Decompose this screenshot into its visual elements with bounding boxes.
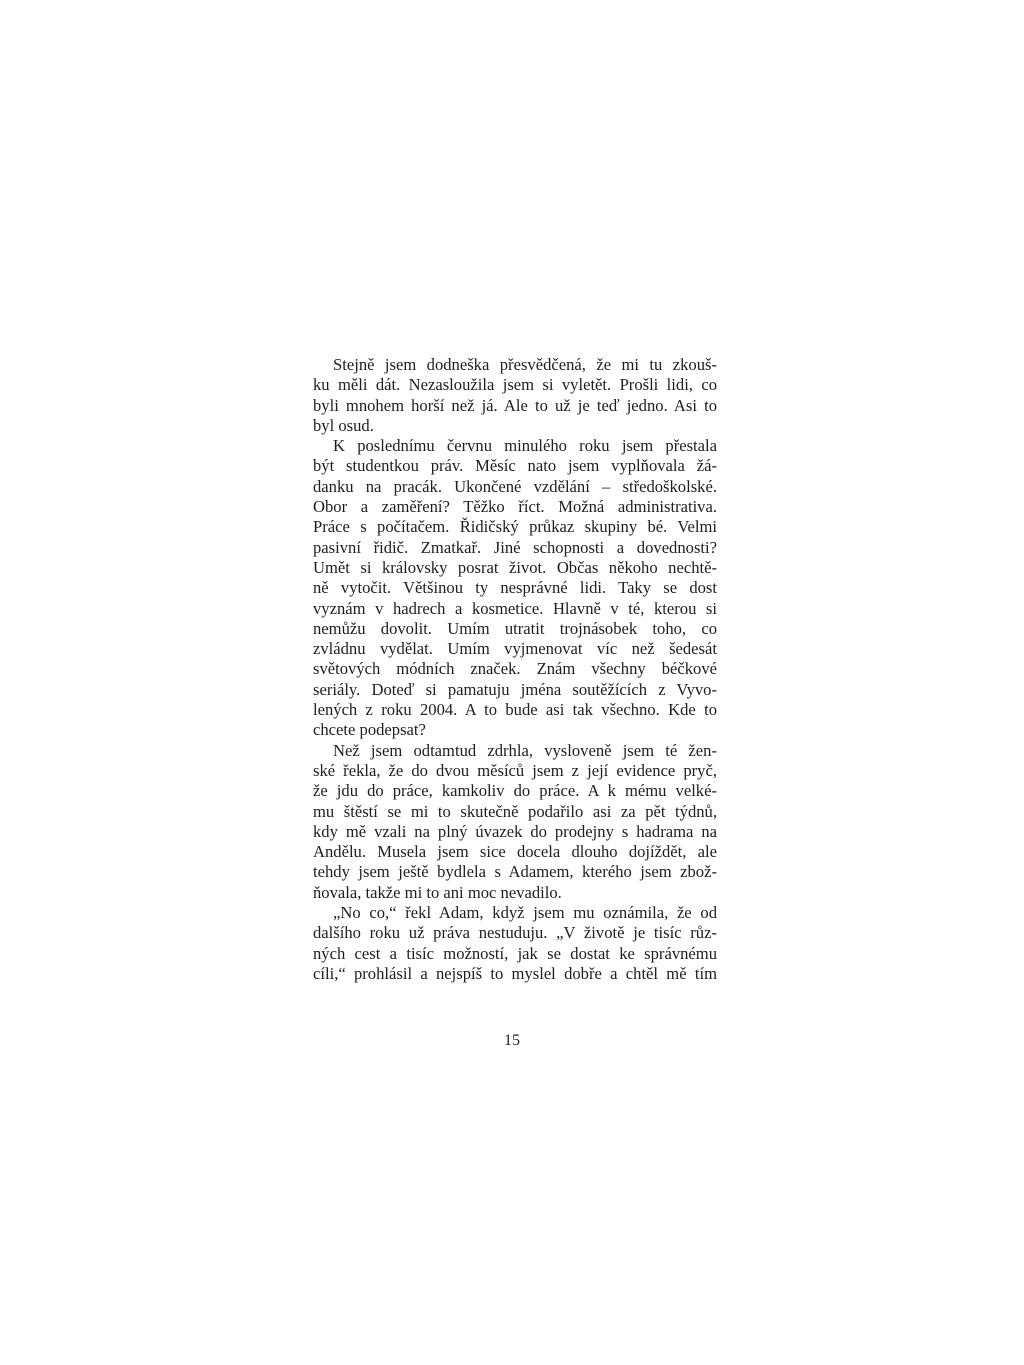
text-line: byli mnohem horší než já. Ale to už je teď jedno. Asi to — [313, 395, 717, 415]
text-line: chcete podepsat? — [313, 720, 426, 740]
text-line: seriály. Doteď si pamatuju jména soutěžících z Vyvo- — [313, 679, 717, 699]
text-line: Stejně jsem dodneška přesvědčená, že mi tu zkouš- — [333, 355, 717, 374]
text-line: ňovala, takže mi to ani moc nevadilo. — [313, 882, 562, 902]
text-line: Obor a zaměření? Těžko říct. Možná administrativa. — [313, 497, 717, 517]
text-line: byl osud. — [313, 415, 374, 435]
text-line: světových módních značek. Znám všechny béčkové — [313, 659, 717, 679]
text-line: ných cest a tisíc možností, jak se dostat ke správnému — [313, 943, 717, 963]
text-line: ku měli dát. Nezasloužila jsem si vyletět. Prošli lidi, co — [313, 375, 717, 395]
text-line: mu štěstí se mi to skutečně podařilo asi za pět týdnů, — [313, 801, 717, 821]
text-line: pasivní řidič. Zmatkař. Jiné schopnosti a dovednosti? — [313, 537, 717, 557]
text-line: „No co,“ řekl Adam, když jsem mu oznámila, že od — [333, 903, 717, 923]
text-line: dalšího roku už práva nestuduju. „V životě je tisíc růz- — [313, 923, 717, 943]
paragraph — [313, 355, 717, 436]
text-line: lených z roku 2004. A to bude asi tak všechno. Kde to — [313, 700, 717, 720]
text-line: cíli,“ prohlásil a nejspíš to myslel dobře a chtěl mě tím — [313, 963, 717, 983]
text-line: K poslednímu červnu minulého roku jsem přestala — [333, 436, 717, 456]
paragraph — [313, 903, 717, 984]
text-line: být studentkou práv. Měsíc nato jsem vyplňovala žá- — [313, 456, 717, 476]
text-line: Umět si královsky posrat život. Občas někoho nechtě- — [313, 557, 717, 577]
paragraph — [313, 436, 717, 740]
text-line: Práce s počítačem. Řidičský průkaz skupiny bé. Velmi — [313, 517, 717, 537]
text-line: Než jsem odtamtud zdrhla, vysloveně jsem té žen- — [333, 740, 717, 760]
text-line: že jdu do práce, kamkoliv do práce. A k mému velké- — [313, 781, 717, 801]
page-number: 15 — [504, 1032, 520, 1049]
text-line: tehdy jsem ještě bydlela s Adamem, kterého jsem zbož- — [313, 862, 717, 882]
text-line: danku na pracák. Ukončené vzdělání – středoškolské. — [313, 476, 717, 496]
text-line: vyznám v hadrech a kosmetice. Hlavně v té, kterou si — [313, 598, 717, 618]
text-line: zvládnu vydělat. Umím vyjmenovat víc než šedesát — [313, 639, 717, 659]
text-line: ně vytočit. Většinou ty nesprávné lidi. Taky se dost — [313, 578, 717, 598]
text-line: ské řekla, že do dvou měsíců jsem z její evidence pryč, — [313, 760, 717, 780]
text-line: Andělu. Musela jsem sice docela dlouho dojíždět, ale — [313, 842, 717, 862]
body-text — [313, 355, 717, 984]
text-line: nemůžu dovolit. Umím utratit trojnásobek toho, co — [313, 618, 717, 638]
text-line: kdy mě vzali na plný úvazek do prodejny s hadrama na — [313, 821, 717, 841]
paragraph — [313, 741, 717, 903]
